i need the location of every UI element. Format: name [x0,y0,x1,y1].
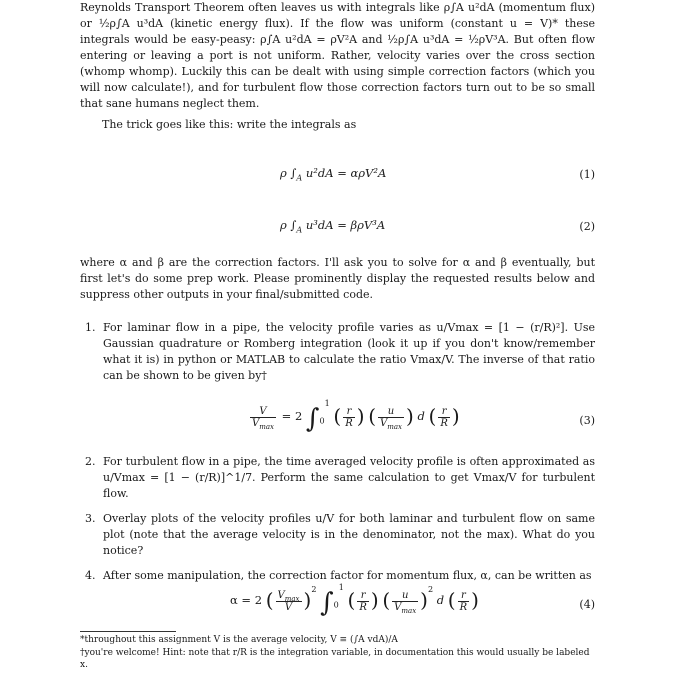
equation-4: α = 2 ( $\frac{V_{max}}{V}$ )$^2$ $\int_0^1$ ( $\frac{r}{R}$ ) ( $\frac{u}{V_{max}}$ )$^2$ d ( $\frac{r}{R}$ ) (4) [230,583,595,618]
eq2-sub: A [296,225,303,235]
correction-factor-paragraph: where α and β are the correction factors. I'll ask you to solve for α and β eventually, but first let's do some prep work. Please prominently display the requested results below and suppress other outputs in your final/submitted code. [80,256,595,301]
item-number: 4. [85,569,96,582]
item-text: Overlay plots of the velocity profiles u/V for both laminar and turbulent flow on same plot (note that the average velocity is in the denominator, not the max). What do you notice? [103,512,595,557]
item-number: 1. [85,321,96,334]
intro-paragraph: Reynolds Transport Theorem often leaves us with integrals like ρ∫A u²dA (momentum flux) or ½ρ∫A u³dA (kinetic energy flux). If the flow was uniform (constant u = V)* these integrals would be easy-peasy: ρ∫A u²dA = ρV²A and ½ρ∫A u³dA = ½ρV³A. But often flow entering or leaving a port is not uniform. Rather, velocity varies over the cross section (whomp whomp). Luckily this can be dealt with using simple correction factors (which you will now calculate!), and for turbulent flow those correction factors turn out to be so small that sane humans neglect them. [80,1,595,110]
eq1-number: (1) [579,168,595,181]
eq2-lhs: ρ ∫ [280,218,297,232]
eq1-sub: A [296,173,303,183]
eq2-body: u³dA = βρV³A [305,218,386,232]
equation-3: $\frac{V}{V_{max}}$ = 2 $\int_0^1$ ( $\frac{r}{R}$ ) ( $\frac{u}{V_{max}}$ ) d ( $\frac{r}{R}$ ) (3) [252,399,595,434]
trick-paragraph: The trick goes like this: write the integrals as [102,118,357,131]
footnote-rule [80,631,176,632]
item-number: 3. [85,512,96,525]
question-list-continued [85,454,595,584]
eq2-number: (2) [579,220,595,233]
eq1-body: u²dA = αρV²A [305,166,387,180]
item-text: For turbulent flow in a pipe, the time averaged velocity profile is often approximated as u/Vmax = [1 − (r/R)]^1/7. Perform the same calculation to get Vmax/V for turbulent flow. [103,455,595,500]
question-item-2 [85,454,595,502]
footnote-1: *throughout this assignment V is the average velocity, V ≡ (∫A vdA)/A [80,635,398,645]
eq4-number: (4) [579,598,595,611]
footnote-2: †you're welcome! Hint: note that r/R is the integration variable, in documentation this would usually be labeled x. [80,648,590,670]
equation-1 [80,160,595,194]
question-item-1 [85,320,595,384]
question-item-3 [85,511,595,559]
question-list [85,320,595,384]
eq1-lhs: ρ ∫ [280,166,297,180]
item-text: After some manipulation, the correction factor for momentum flux, α, can be written as [103,569,592,582]
item-text: For laminar flow in a pipe, the velocity profile varies as u/Vmax = [1 − (r/R)²]. Use Gaussian quadrature or Romberg integration (look it up if you don't know/remember what it is) in python or MATLAB to calculate the ratio Vmax/V. The inverse of that ratio can be shown to be given by† [103,321,595,382]
equation-2 [80,212,595,246]
question-item-4 [85,568,595,584]
eq3-number: (3) [579,414,595,427]
item-number: 2. [85,455,96,468]
